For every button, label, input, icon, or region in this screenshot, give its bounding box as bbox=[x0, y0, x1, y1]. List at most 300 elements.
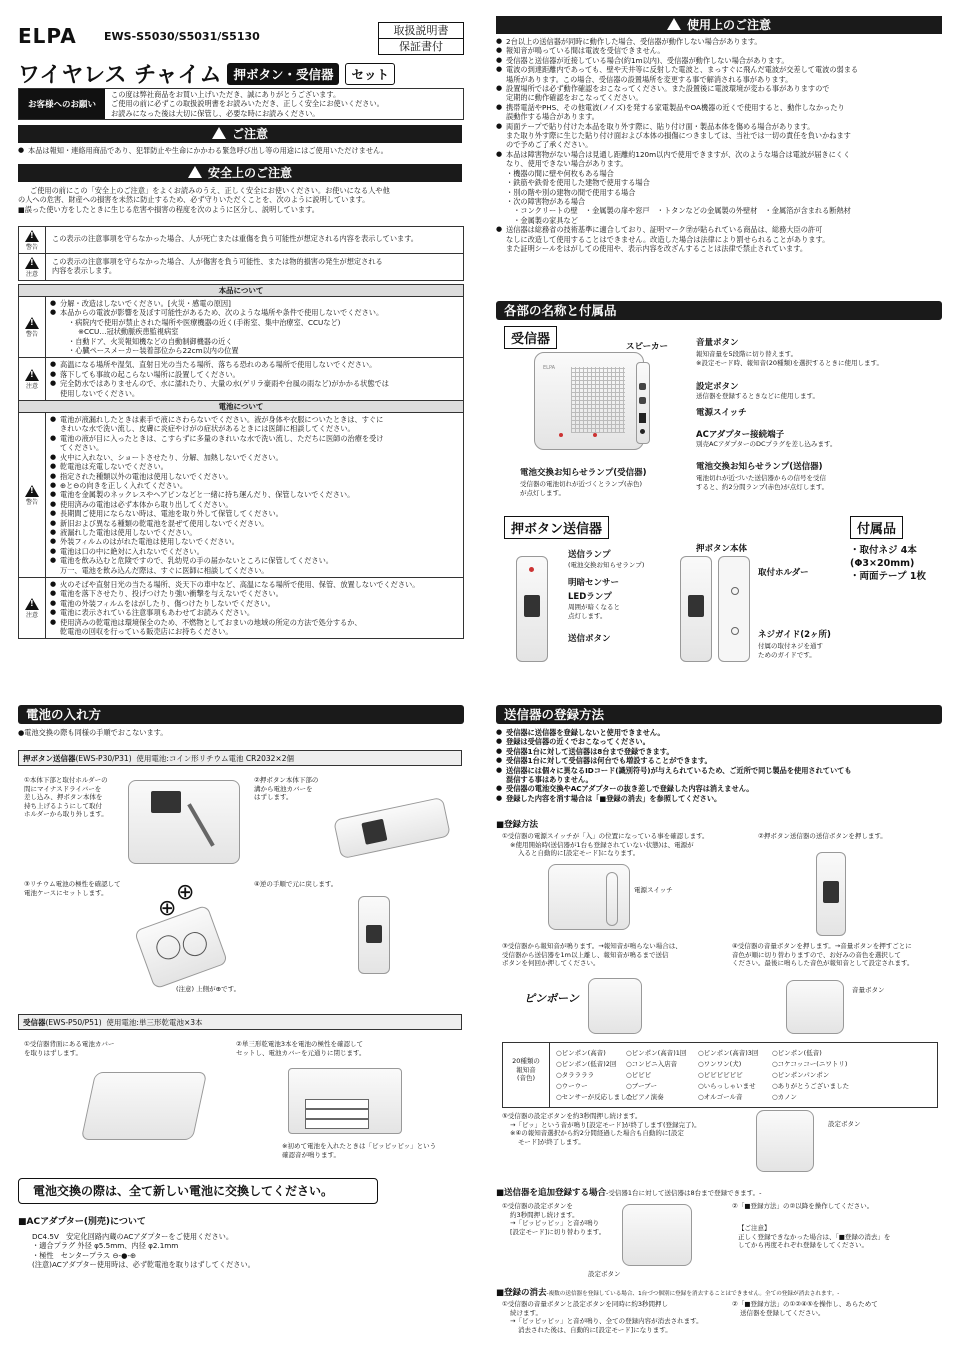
parts-header: 各部の名称と付属品 bbox=[496, 301, 942, 320]
desc-line: 受信器の電池切れが近づくとランプ(赤色) bbox=[520, 480, 643, 488]
battery-warning-list bbox=[46, 413, 463, 577]
battery-section-title: 電池について bbox=[19, 401, 463, 413]
sound-option: ○ありがとうございました bbox=[772, 1082, 850, 1090]
receiver-battery-head bbox=[18, 1014, 462, 1030]
battery-install-note: ●電池交換の際も同様の手順でおこないます。 bbox=[18, 728, 168, 737]
accessory-tag: 付属品 bbox=[850, 516, 903, 539]
list-item: ● 使用済みの電池は必ず本体から取り出してください。 bbox=[50, 500, 459, 509]
accessory-item: ・取付ネジ 4本 bbox=[850, 545, 917, 556]
step-line: 持ち上げるようにして取付 bbox=[24, 801, 102, 810]
usage-caution-item: ・機器の間に壁や何枚もある場合 bbox=[506, 168, 614, 178]
step-line: 音色が順に切り替わりますので、お好みの音色を選択して bbox=[732, 950, 901, 959]
screw-desc bbox=[758, 642, 823, 659]
body-caution-row bbox=[19, 358, 463, 401]
step-line: ボタンを何回か押してください。 bbox=[502, 959, 600, 967]
legend-box bbox=[18, 226, 464, 281]
reg-step-2: ②押ボタン送信器の送信ボタンを押します。 bbox=[758, 832, 887, 840]
step-line: ①受信器の設定ボタンを bbox=[502, 1202, 573, 1210]
reg-bullet: ● 登録は受信器の近くでおこなってください。 bbox=[496, 737, 942, 746]
reg-power-switch-image bbox=[606, 872, 618, 926]
aa-battery-illustration bbox=[288, 1068, 402, 1134]
warning-label: 警告 bbox=[25, 243, 38, 251]
list-item: ● 外装フィルムのはがれた電池は使用しないでください。 bbox=[50, 537, 459, 546]
holder-label: 取付ホルダー bbox=[758, 568, 809, 578]
accessory-item: (Φ3×20mm) bbox=[850, 558, 915, 569]
sound-option: ○ピンポン(高音)1回 bbox=[626, 1049, 687, 1057]
warning-label: 警告 bbox=[25, 330, 38, 338]
list-item: ● ⊕と⊖の向きを正しく入れてください。 bbox=[50, 481, 459, 490]
caution-label: 注意 bbox=[25, 382, 38, 390]
reg-step-4 bbox=[732, 942, 942, 968]
usage-caution-item: ・金属製の家具など bbox=[506, 215, 578, 225]
light-sensor-label: 明暗センサー bbox=[568, 578, 620, 588]
ac-line: ・適合プラグ 外径 φ5.5mm、内径 φ2.1mm bbox=[32, 1241, 179, 1251]
list-item: ● 火のそばや直射日光の当たる場所、炎天下の車中など、高温になる場所で使用、保管、放置しないでください。 bbox=[50, 580, 459, 589]
body-section-title: 本品について bbox=[19, 285, 463, 297]
step-line: ②「■登録方法」の①②④⑤を操作し、あらためて bbox=[732, 1300, 878, 1308]
accessory-item: ・両面テープ 1枚 bbox=[850, 571, 926, 582]
usage-caution-item: ● 本品は障害物がない場合は見通し距離約120m以内で使用できますが、次のような場合は電波が届きにくく bbox=[496, 149, 851, 159]
legend-caution-text bbox=[46, 254, 389, 280]
sender-button-image bbox=[366, 925, 382, 943]
erase-head-row bbox=[496, 1286, 839, 1298]
desc-line: 電池切れが近づいた送信器からの信号を受信 bbox=[696, 474, 826, 482]
list-item: ● 電池の液が目に入ったときは、こすらずに多量のきれいな水で洗い流し、ただちに医師の治療を受け bbox=[50, 434, 459, 443]
send-lamp-sub: (電池交換お知らせランプ) bbox=[568, 561, 645, 569]
body-warning-item: ・自動ドア、火災報知機などの自動制御機器の近く bbox=[68, 336, 233, 346]
step-line: 入ると自動的に[設定モード]になります。 bbox=[518, 849, 640, 857]
coin-battery-illustration bbox=[134, 905, 229, 990]
caution-label: 注意 bbox=[25, 611, 38, 619]
sender-step-3-note: (注意) 上側が⊕です。 bbox=[176, 985, 241, 993]
desc-line: 点灯します。 bbox=[568, 611, 607, 620]
bullet-icon: ● bbox=[496, 102, 503, 111]
step-line: 差し込み、押ボタン本体を bbox=[24, 793, 103, 801]
erase-step-1 bbox=[502, 1300, 742, 1334]
battery-caution-list bbox=[46, 578, 463, 638]
setting-button-label: 設定ボタン bbox=[696, 382, 739, 392]
sender-step-2 bbox=[254, 776, 344, 802]
sound-option: ○ブーブー bbox=[626, 1082, 657, 1090]
sender-front-illustration bbox=[680, 556, 712, 662]
battery-warning-icon bbox=[19, 413, 46, 577]
body-warning-item: ※CCU…冠状動脈疾患監視病室 bbox=[78, 327, 179, 337]
sender-battery-head bbox=[18, 750, 462, 766]
lamp-sender-desc bbox=[696, 474, 828, 491]
caution-text bbox=[18, 146, 464, 155]
step-line: ②押ボタン本体下部の bbox=[254, 776, 319, 784]
reg-bullet: 混信する事はありません。 bbox=[506, 775, 593, 785]
accessory-list bbox=[850, 544, 926, 583]
step-line: ※使用開始時(送信器が1台も登録されていない状態)は、電源が bbox=[510, 840, 694, 849]
usage-caution-title: 使用上のご注意 bbox=[686, 18, 771, 32]
manual-label-text: 取扱説明書 bbox=[379, 23, 463, 39]
screwdriver-image bbox=[187, 803, 214, 847]
sounds-label-line: (音色) bbox=[516, 1074, 536, 1082]
registration-header: 送信器の登録方法 bbox=[496, 705, 942, 724]
list-item: てください。 bbox=[60, 443, 104, 453]
usage-caution-item: ・コンクリートの壁 ・金属製の扉や窓戸 ・トタンなどの金属製の外壁材 ・金属箔が含まれる断熱材 bbox=[506, 206, 851, 216]
sound-option: ○ピンポンパンポン bbox=[772, 1071, 830, 1079]
battery-caution-row bbox=[19, 578, 463, 638]
usage-caution-item: ● 電波の到達距離内であっても、壁や天井等に反射した電波と、まっすぐに飛んだ電波が交差して電波の弱まる bbox=[496, 65, 859, 75]
sounds-table bbox=[502, 1042, 938, 1108]
step-line: 送信器を登録してください。 bbox=[740, 1308, 825, 1317]
warranty-label-text: 保証書付 bbox=[399, 40, 443, 53]
warning-icon bbox=[25, 317, 39, 329]
request-line: お読みになった後は大切に保管し、必要な時にお読みください。 bbox=[111, 108, 320, 118]
caution-icon bbox=[25, 257, 39, 269]
reg-bullet: ● 登録した内容を消す場合は「■登録の消去」を参照してください。 bbox=[496, 794, 942, 803]
ac-line: DC4.5V 安定化回路内蔵のACアダプターをご使用ください。 bbox=[32, 1232, 234, 1241]
ac-adapter-lines bbox=[32, 1232, 255, 1270]
list-item: ● 電池は口の中に絶対に入れないでください。 bbox=[50, 547, 459, 556]
legend-caution-line: 内容を表示します。 bbox=[52, 266, 117, 276]
sound-option: ○センサーが反応しました bbox=[556, 1093, 634, 1101]
body-warning-icon bbox=[19, 297, 46, 357]
subtitle-badge: 押ボタン・受信器 bbox=[227, 63, 339, 85]
caution-header bbox=[18, 125, 462, 143]
sender-lamp bbox=[593, 433, 597, 437]
request-line: この度は弊社商品をお買い上げいただき、誠にありがとうございます。 bbox=[111, 90, 341, 99]
volume-callout: 音量ボタン bbox=[852, 986, 885, 994]
desc-line: 周囲が暗くなると bbox=[568, 603, 620, 611]
legend-warning-icon bbox=[19, 227, 46, 253]
led-desc bbox=[568, 603, 620, 620]
erase-step-2 bbox=[732, 1300, 878, 1317]
plus-icon: ⊕ bbox=[158, 896, 177, 921]
erase-sub: -複数の送信器を登録している場合、1台づつ個別に登録を消去することはできません。全ての登録が消去されます。- bbox=[546, 1291, 840, 1297]
desc-line: すると、約2分間ランプ(赤色)が点灯します。 bbox=[696, 482, 829, 491]
bullet-icon: ● bbox=[496, 225, 503, 234]
reg-bullet: ● 受信器の電池交換やACアダプターの抜き差しで登録した内容は消えません。 bbox=[496, 784, 942, 793]
step-line: ①受信器背面にある電池カバー bbox=[24, 1040, 115, 1048]
screw-guide-label: ネジガイド(2ヶ所) bbox=[758, 630, 831, 640]
reg-receiver-illustration-3 bbox=[786, 980, 844, 1034]
ac-adapter-head: ■ACアダプター(別売)について bbox=[18, 1217, 146, 1227]
usage-caution-item: ・次の障害物がある場合 bbox=[506, 196, 586, 206]
warning-icon bbox=[212, 127, 226, 139]
sender-step-3 bbox=[24, 880, 121, 897]
coin-battery bbox=[179, 929, 210, 960]
legend-warning-text: この表示の注意事項を守らなかった場合、人が死亡または重傷を負う可能性が想定される内容を表示しています。 bbox=[52, 234, 418, 243]
list-item: ● 使用済みの乾電池は環境保全のため、不燃物としておまいの地域の所定の方法で処分するか、 bbox=[50, 618, 459, 627]
sound-option: ○ウーウー bbox=[556, 1082, 588, 1090]
step-line: 間にマイナスドライバーを bbox=[24, 784, 102, 793]
send-button-label: 送信ボタン bbox=[568, 634, 611, 644]
usage-caution-item: なしに改造して使用することはできません。改造した場合は法律により罰せられることがあります。 bbox=[506, 234, 830, 244]
lamp-receiver-desc bbox=[520, 480, 642, 497]
add-step-1 bbox=[502, 1202, 605, 1236]
send-button-image bbox=[823, 881, 839, 903]
usage-caution-item: ● 2台以上の送信器が同時に動作した場合、受信器が動作しない場合があります。 bbox=[496, 37, 762, 46]
brand-logo: ELPA bbox=[18, 24, 77, 48]
receiver-cover-illustration bbox=[81, 1072, 207, 1140]
erase-head: ■登録の消去 bbox=[496, 1288, 547, 1298]
body-warning-row bbox=[19, 297, 463, 358]
add-head-row bbox=[496, 1186, 762, 1198]
usage-caution-item: ・別の階や別の建物の間で使用する場合 bbox=[506, 187, 636, 197]
reg-bullet: ● 受信器1台に対して受信器は何台でも増設することができます。 bbox=[496, 756, 942, 765]
volume-button-image bbox=[639, 383, 646, 390]
sound-option: ○ピンポン(高音)3回 bbox=[698, 1049, 759, 1057]
step-line: 受信器から送信器を1m以上離し、報知音が鳴るまで送信 bbox=[502, 950, 669, 959]
ac-line: ・極性 センタープラス ⊖-●-⊕ bbox=[32, 1250, 136, 1260]
usage-caution-item: ので予めご了承ください。 bbox=[506, 140, 593, 150]
step-line: ⑤受信器の設定ボタンを約3秒間押し続けます。 bbox=[502, 1112, 642, 1120]
step-line: はずします。 bbox=[254, 793, 293, 801]
step-line: ④受信器の音量ボタンを押します。→音量ボタンを押すごとに bbox=[732, 942, 912, 950]
request-label: お客様へのお願い bbox=[19, 89, 105, 119]
body-caution-item: ● 落下しても事故の起こらない場所に設置してください。 bbox=[50, 370, 459, 379]
bullet-icon: ● bbox=[496, 46, 503, 55]
step-line: →「ピッピッピッ」と音が鳴り bbox=[510, 1219, 600, 1227]
step-line: 電池ケースにセットします。 bbox=[24, 888, 108, 897]
body-caution-list bbox=[46, 358, 463, 400]
body-warning-item: ● 本品からの電波が影響を及ぼす可能性があるため、次のような場所や条件で使用しないでください。 bbox=[50, 308, 459, 317]
list-item: ● 電池を飲み込むと危険ですので、乳幼児の手の届かないところに保管してください。 bbox=[50, 556, 459, 565]
warning-icon bbox=[25, 485, 39, 497]
safety-intro-line: の人への危害、財産への損害を未然に防止するため、必ず守りいただくことを、次のように説明しています。 bbox=[18, 195, 370, 205]
product-title: ワイヤレス チャイム bbox=[18, 63, 222, 88]
usage-caution-item: 誤動作する場合があります。 bbox=[506, 112, 599, 122]
note-line: 正しく登録できなかった場合は、「■登録の消去」を bbox=[738, 1232, 891, 1241]
add-note bbox=[738, 1224, 938, 1250]
step-line: ③リチウム電池の極性を確認して bbox=[24, 880, 121, 888]
usage-caution-item: ● 送信器は総務省の技術基準に適合しており、証明マーク㊫が貼られている商品は、総務大臣の許可 bbox=[496, 225, 823, 235]
reg-bullet: ● 送信器には個々に異なるIDコード(識別符号)が与えられているため、ご近所で同じ製品を使用されていても bbox=[496, 766, 942, 775]
usage-caution-item: ● 両面テープで貼り付けた本品を取り外す際に、貼り付け面・製品本体を傷める場合があります。 bbox=[496, 121, 815, 131]
body-caution-item: ● 高温になる場所や湿気、直射日光の当たる場所、落ちる恐れのある場所で使用しないでください。 bbox=[50, 360, 459, 369]
body-warning-item: ・病院内で使用が禁止された場所や医療機器の近く(手術室、集中治療室、CCUなど) bbox=[68, 317, 341, 327]
ac-terminal-label: ACアダプター接続端子 bbox=[696, 430, 785, 440]
list-item: ● 乾電池は充電しないでください。 bbox=[50, 462, 459, 471]
aa-battery bbox=[305, 1109, 369, 1119]
set-badge: セット bbox=[345, 63, 395, 85]
receiver-step-1 bbox=[24, 1040, 114, 1057]
desc-line: ※設定モード時、報知音(20種類)を選択するときに使用します。 bbox=[696, 358, 884, 367]
sound-option: ○ピンポン(低音) bbox=[772, 1049, 822, 1057]
reg-receiver-illustration-4 bbox=[756, 1110, 814, 1172]
step-line: ※④の報知音選択から約2分間経過した場合も自動的に[設定 bbox=[510, 1129, 684, 1137]
step-line: ③受信器から報知音が鳴ります。→報知音が鳴らない場合は、 bbox=[502, 942, 682, 950]
list-item: 乾電池の回収を行っている販売店にお持ちください。 bbox=[60, 627, 233, 636]
warning-icon bbox=[667, 18, 681, 30]
aa-battery bbox=[305, 1099, 369, 1109]
method-head: ■登録方法 bbox=[496, 820, 539, 830]
receiver-illustration bbox=[534, 352, 644, 450]
bullet-icon: ● bbox=[496, 121, 503, 130]
body-warning-list bbox=[46, 297, 463, 357]
bullet-icon: ● bbox=[496, 149, 503, 158]
step-line: モード]が終了します。 bbox=[518, 1137, 585, 1146]
receiver-side bbox=[636, 362, 650, 444]
aa-battery bbox=[305, 1119, 369, 1129]
body-caution-item: ● 完全防水ではありませんので、水に濡れたり、大量の水(ゲリラ豪雨や台風の雨など)がかかる状態では bbox=[50, 379, 459, 388]
sound-option: ○ピピピピピピ bbox=[698, 1071, 743, 1079]
reg-receiver-illustration-2 bbox=[588, 978, 642, 1034]
list-item: ● 指定された種類以外の電池は使用しないでください。 bbox=[50, 472, 459, 481]
sender-button-image bbox=[361, 819, 387, 845]
caution-title: ご注意 bbox=[231, 127, 268, 141]
legend-caution-icon bbox=[19, 254, 46, 280]
battery-caution-icon bbox=[19, 578, 46, 638]
note-line: 確認音が鳴ります。 bbox=[282, 1150, 340, 1159]
body-caution-item: 使用しないでください。 bbox=[60, 388, 140, 398]
list-item: ● 火中に入れない、ショートさせたり、分解、加熱しないでください。 bbox=[50, 453, 459, 462]
lamp-receiver-label: 電池交換お知らせランプ(受信器) bbox=[520, 468, 647, 478]
sound-option: ○いらっしゃいませ bbox=[698, 1082, 756, 1090]
sound-option: ○オルゴール音 bbox=[698, 1093, 743, 1101]
registration-bullets bbox=[496, 728, 942, 803]
ac-desc: 別売ACアダプターのDCプラグを差し込みます。 bbox=[696, 440, 837, 448]
ac-line: (注意)ACアダプター使用時は、必ず乾電池を取りはずしてください。 bbox=[32, 1260, 255, 1270]
step-line: ①受信器の電源スイッチが「入」の位置になっている事を確認します。 bbox=[502, 832, 709, 840]
desc-line: ためのガイドです。 bbox=[758, 650, 816, 659]
sender-tag: 押ボタン送信器 bbox=[504, 516, 609, 539]
request-line: ご使用の前に必ずこの取扱説明書をお読みいただき、正しく安全にお使いください。 bbox=[111, 99, 384, 109]
caution-label: 注意 bbox=[25, 270, 38, 278]
list-item: ● 電池に表示されている注意事項もあわせてお読みください。 bbox=[50, 608, 459, 617]
coin-battery bbox=[153, 932, 184, 963]
sound-option: ○ピンポン(低音)2回 bbox=[556, 1060, 617, 1068]
screw-guide-image bbox=[731, 587, 739, 595]
usage-caution-item: なり、使用できない場合があります。 bbox=[506, 159, 628, 169]
body-caution-icon bbox=[19, 358, 46, 400]
receiver-tag: 受信器 bbox=[504, 326, 557, 349]
safety-header bbox=[18, 164, 462, 182]
lamp-sender-label: 電池交換お知らせランプ(送信器) bbox=[696, 462, 823, 472]
receiver-battery: 使用電池:単三形乾電池×3本 bbox=[106, 1018, 203, 1027]
warning-icon bbox=[188, 166, 202, 178]
list-item: ● 電池が液漏れしたときは素手で液にさわらないでください。液が身体や衣服についたときは、すぐに bbox=[50, 415, 459, 424]
button-body-label: 押ボタン本体 bbox=[696, 544, 748, 554]
sender-step-4: ④逆の手順で元に戻します。 bbox=[254, 880, 338, 888]
model-number: EWS-S5030/S5031/S5130 bbox=[104, 30, 260, 43]
legend-warning bbox=[19, 227, 463, 254]
sender-cover-illustration bbox=[333, 797, 451, 859]
bullet-icon: ● bbox=[496, 65, 503, 74]
sounds-label-line: 報知音 bbox=[516, 1065, 536, 1074]
usage-caution-item: ● 報知音が鳴っている間は電波を受信できません。 bbox=[496, 46, 665, 56]
title-row bbox=[18, 58, 395, 89]
add-head: ■送信器を追加登録する場合 bbox=[496, 1188, 607, 1198]
step-line: セットし、電池カバーを元通りに閉じます。 bbox=[236, 1048, 366, 1057]
volume-button-label: 音量ボタン bbox=[696, 338, 739, 348]
sound-option: ○カノン bbox=[772, 1093, 797, 1101]
sound-option: ○ワンワン(犬) bbox=[698, 1060, 742, 1068]
setting-desc: 送信器を登録するときなどに使用します。 bbox=[696, 392, 819, 400]
sender-models: (EWS-P30/P31) bbox=[75, 754, 132, 763]
list-item: ● 液漏れした電池は使用しないでください。 bbox=[50, 528, 459, 537]
desc-line: 報知音量を5段階に切り替えます。 bbox=[696, 350, 798, 358]
step-line: 約3秒間押し続けます。 bbox=[510, 1210, 579, 1219]
receiver-note bbox=[282, 1142, 436, 1159]
body-warning-item: ・心臓ペースメーカー装着部位から22cm以内の位置 bbox=[68, 346, 239, 356]
legend-caution bbox=[19, 254, 463, 280]
list-item: ● 電池の外装フィルムをはがしたり、傷つけたりしないでください。 bbox=[50, 599, 459, 608]
step-line: ①本体下部と取付ホルダーの bbox=[24, 776, 108, 784]
setting-button-image bbox=[639, 397, 646, 404]
holder-illustration bbox=[718, 556, 750, 662]
usage-caution-list bbox=[496, 37, 942, 253]
battery-install-header: 電池の入れ方 bbox=[18, 705, 464, 724]
sound-option: ○ピアノ演奏 bbox=[626, 1093, 664, 1101]
led-lamp-label: LEDランプ bbox=[568, 592, 612, 602]
note-line: ※初めて電池を入れたときは「ピッピッピッ」という bbox=[282, 1142, 437, 1150]
receiver-lamp bbox=[559, 433, 563, 437]
bullet-icon: ● bbox=[496, 37, 503, 45]
receiver-logo: ELPA bbox=[543, 365, 556, 371]
plus-icon: ⊕ bbox=[176, 880, 195, 905]
sound-option: ○タララララ bbox=[556, 1071, 595, 1079]
caution-icon bbox=[25, 598, 39, 610]
usage-caution-item: ・鉄筋や鉄骨を使用した建物で使用する場合 bbox=[506, 178, 650, 188]
usage-caution-item: また証明シールをはがしての使用や、表示内容を改ざんすることは法律で禁止されています。 bbox=[506, 243, 808, 253]
sender-illustration bbox=[516, 556, 548, 662]
bullet-icon: ● bbox=[496, 55, 503, 64]
step-line: 溝から電池カバーを bbox=[254, 784, 313, 793]
usage-caution-item: 場所があります。この場合、受信器の設置場所を変更する事で解消される事があります。 bbox=[506, 74, 793, 84]
add-step-2: ②「■登録方法」の②以降を操作してください。 bbox=[732, 1202, 874, 1210]
step-line: →「ピッ」という音が鳴り[設定モード]が終了します(登録完了)。 bbox=[510, 1120, 701, 1129]
list-item: ● 電池を落下させたり、投げつけたり強い衝撃を与えないでください。 bbox=[50, 589, 459, 598]
usage-caution-item: ● 受信器と送信器が近接している場合(約1m以内)、受信器が動作しない場合があります。 bbox=[496, 55, 789, 65]
sender-battery: 使用電池:コイン形リチウム電池 CR2032×2個 bbox=[136, 754, 294, 763]
sounds-label-line: 20種類の bbox=[512, 1057, 540, 1065]
speaker-grille bbox=[571, 367, 625, 433]
battery-warning-row bbox=[19, 413, 463, 578]
step-line: 消去された後は、自動的に[設定モード]になります。 bbox=[518, 1325, 672, 1334]
step-line: [設定モード]に切り替わります。 bbox=[510, 1227, 606, 1236]
ac-terminal-image bbox=[640, 429, 645, 434]
request-text bbox=[105, 89, 390, 119]
safety-intro-line: ■誤った使い方をしたときに生じる危害や損害の程度を次のように区分し、説明しています。 bbox=[18, 204, 319, 214]
note-line: してから再度それぞれ登録をしてください。 bbox=[738, 1241, 868, 1249]
usage-caution-item: ● 設置場所では必ず動作確認をおこなってください。また設置後に電波環境が変わる事がありますので bbox=[496, 84, 830, 94]
safety-intro-line: ご使用の前にこの「安全上のご注意」をよくお読みのうえ、正しく安全にお使いください。お使いになる人や他 bbox=[30, 186, 390, 195]
sender-step-1 bbox=[24, 776, 114, 819]
manual-label bbox=[378, 22, 464, 55]
step-line: ホルダーから取り外します。 bbox=[24, 810, 108, 818]
receiver-head: 受信器 bbox=[23, 1018, 46, 1027]
legend-caution-line: この表示の注意事項を守らなかった場合、人が傷害を負う可能性、または物的損害の発生が想定される bbox=[52, 257, 383, 266]
caution-icon bbox=[25, 369, 39, 381]
caution-item: ● 本品は報知・連絡用商品であり、犯罪防止や生命にかかわる緊急呼び出し等の用途にはご使用いただけません。 bbox=[18, 146, 464, 155]
usage-caution-item: 定期的に動作確認をおこなってください。 bbox=[506, 93, 643, 103]
reg-bullet: ● 受信器に送信器を登録しないと使用できません。 bbox=[496, 728, 942, 737]
step-line: 続けます。 bbox=[510, 1308, 542, 1317]
step-line: ①受信器の音量ボタンと設定ボタンを同時に約3秒間押し bbox=[502, 1300, 668, 1308]
pinpon-text: ピンポーン bbox=[524, 992, 579, 1005]
desc-line: が点灯します。 bbox=[520, 488, 565, 497]
note-head: 【ご注意】 bbox=[738, 1224, 771, 1232]
sound-option: ○コケコッコー(ニワトリ) bbox=[772, 1060, 848, 1068]
usage-caution-item: また取り外す際に生じた貼り付け面および本体の損傷につきましては、当社では一切の責任を負いかねます bbox=[506, 131, 851, 141]
receiver-step-2 bbox=[236, 1040, 365, 1057]
list-item: ● 長期間ご使用にならない時は、電池を取り外して保管してください。 bbox=[50, 509, 459, 518]
reg-step-1 bbox=[502, 832, 762, 858]
sender-assembled-illustration bbox=[358, 896, 390, 974]
usage-caution-item: ● 携帯電話やPHS、その他電波(ノイズ)を発する家電製品やOA機器の近くで使用すると、動作しなかったり bbox=[496, 102, 845, 112]
list-item: きれいな水で洗い流し、皮膚に炎症やけがの症状があるときには医師に相談してください。 bbox=[60, 424, 355, 434]
sounds-label bbox=[503, 1043, 550, 1107]
sender-removal-illustration bbox=[128, 780, 240, 864]
list-item: 万一、電池を飲み込んだ際は、すぐに医師に相談してください。 bbox=[60, 565, 269, 575]
sender-button-image bbox=[151, 791, 181, 813]
reg-sender-illustration bbox=[816, 852, 846, 936]
request-box bbox=[18, 88, 464, 120]
